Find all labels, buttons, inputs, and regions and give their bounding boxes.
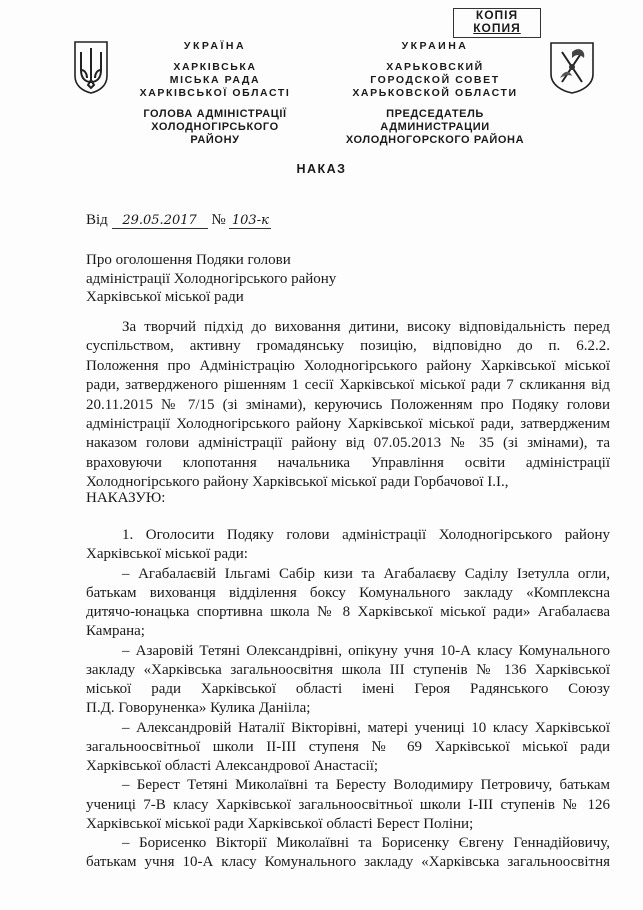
preamble-line: адміністрації Холодногірського району Харківської міської ради, затвердженим bbox=[86, 416, 610, 433]
council-line: ГОРОДСКОЙ СОВЕТ bbox=[370, 74, 500, 86]
item-line: – Александровій Наталії Вікторівні, матері учениці 10 класу Харківської bbox=[122, 719, 610, 736]
header-russian bbox=[330, 40, 540, 147]
ukraine-coat-of-arms-icon bbox=[73, 40, 109, 94]
item-line: дитячо-юнацька спортивна школа № 8 Харківської міської ради» Агабалаєва bbox=[86, 604, 610, 620]
subject-line: адміністрації Холодногірського району bbox=[86, 270, 337, 287]
order-date: 29.05.2017 bbox=[112, 213, 208, 229]
item-line: П.Д. Говоруненка» Кулика Данііла; bbox=[86, 700, 311, 717]
preamble-line: ради, затвердженого рішенням 1 сесії Харківської міської ради 7 скликання від bbox=[86, 377, 610, 394]
item-line: закладу «Харківська загальноосвітня школа ІІІ ступенів № 136 Харківської bbox=[86, 661, 610, 678]
document-meta bbox=[86, 212, 271, 229]
head-line: ХОЛОДНОГІРСЬКОГО РАЙОНУ bbox=[151, 121, 279, 146]
item-line: міської ради Харківської області імені Героя Радянського Союзу bbox=[86, 681, 610, 697]
header-ukrainian bbox=[130, 40, 300, 147]
item-line: 1. Оголосити Подяку голови адміністрації Холодногірського району bbox=[122, 527, 610, 543]
head-line: ГОЛОВА АДМІНІСТРАЦІЇ bbox=[143, 108, 287, 120]
country-name: УКРАИНА bbox=[401, 40, 469, 52]
order-subject bbox=[86, 251, 336, 307]
stamp-line-ru: КОПИЯ bbox=[473, 21, 521, 35]
council-line: ХАРЬКОВСКОЙ ОБЛАСТИ bbox=[352, 87, 518, 99]
order-number: 103-к bbox=[229, 213, 271, 229]
country-name: УКРАЇНА bbox=[183, 40, 247, 52]
from-label: Від bbox=[86, 212, 108, 228]
number-label: № bbox=[211, 212, 226, 228]
kharkiv-coat-of-arms-icon bbox=[548, 40, 596, 94]
preamble-line: Положення про Адміністрацію Холодногірського району Харківської міської bbox=[86, 357, 610, 374]
council-line: ХАРКІВСЬКОЇ ОБЛАСТІ bbox=[139, 87, 291, 99]
preamble-line: наказом голови адміністрації району від 07.05.2013 № 35 (зі змінами), та bbox=[86, 435, 610, 452]
item-line: – Азаровій Тетяні Олександрівні, опікуну учня 10-А класу Комунального bbox=[122, 642, 610, 659]
council-line: ХАРКІВСЬКА bbox=[173, 61, 257, 73]
copy-stamp bbox=[453, 8, 541, 38]
stamp-line-ua: КОПІЯ bbox=[475, 8, 519, 22]
subject-line: Про оголошення Подяки голови bbox=[86, 252, 291, 268]
item-line: – Берест Тетяні Миколаївні та Бересту Володимиру Петровичу, батькам bbox=[122, 777, 610, 794]
item-line: – Борисенко Вікторії Миколаївні та Борисенку Євгену Геннадійовичу, bbox=[122, 835, 610, 851]
item-line: Харківської міської ради Харківської області Берест Поліни; bbox=[86, 815, 474, 832]
council-line: ХАРЬКОВСКИЙ bbox=[386, 61, 484, 73]
preamble-line: За творчий підхід до виховання дитини, високу відповідальність перед bbox=[122, 319, 610, 335]
preamble-paragraph bbox=[86, 318, 610, 493]
preamble-line: Холодногірського району Харківської міської ради Горбачової І.І., bbox=[86, 474, 509, 491]
document-title: НАКАЗ bbox=[296, 162, 347, 176]
item-line: загальноосвітньої школи ІІ-ІІІ ступеня № 69 Харківської міської ради bbox=[86, 738, 610, 755]
item-line: – Агабалаєвій Ільгамі Сабір кизи та Агабалаєву Саділу Ізетулла огли, bbox=[122, 565, 610, 582]
council-line: МІСЬКА РАДА bbox=[169, 74, 261, 86]
preamble-line: враховуючи клопотання начальника Управління освіти адміністрації bbox=[86, 454, 610, 471]
head-line: ПРЕДСЕДАТЕЛЬ АДМИНИСТРАЦИИ bbox=[380, 108, 490, 133]
item-line: батькам учня 10-А класу Комунального закладу «Харківська загальноосвітня bbox=[86, 854, 610, 871]
order-items bbox=[86, 526, 610, 873]
item-line: учениці 7-В класу Харківської загальноосвітньої школи І-ІІІ ступенів № 126 bbox=[86, 796, 610, 813]
head-line: ХОЛОДНОГОРСКОГО РАЙОНА bbox=[345, 134, 525, 146]
preamble-line: суспільством, активну громадянську позицію, відповідно до п. 6.2.2. bbox=[86, 338, 610, 355]
item-line: батькам вихованця відділення боксу Комунального закладу «Комплексна bbox=[86, 584, 610, 601]
item-line: Харківської області Александрової Анастасії; bbox=[86, 758, 379, 774]
preamble-line: 20.11.2015 № 7/15 (зі змінами), керуючись Положенням про Подяку голови bbox=[86, 396, 610, 413]
item-line: Камрана; bbox=[86, 623, 145, 640]
subject-line: Харківської міської ради bbox=[86, 289, 244, 305]
item-line: Харківської міської ради: bbox=[86, 546, 248, 563]
order-word: НАКАЗУЮ: bbox=[86, 490, 166, 506]
